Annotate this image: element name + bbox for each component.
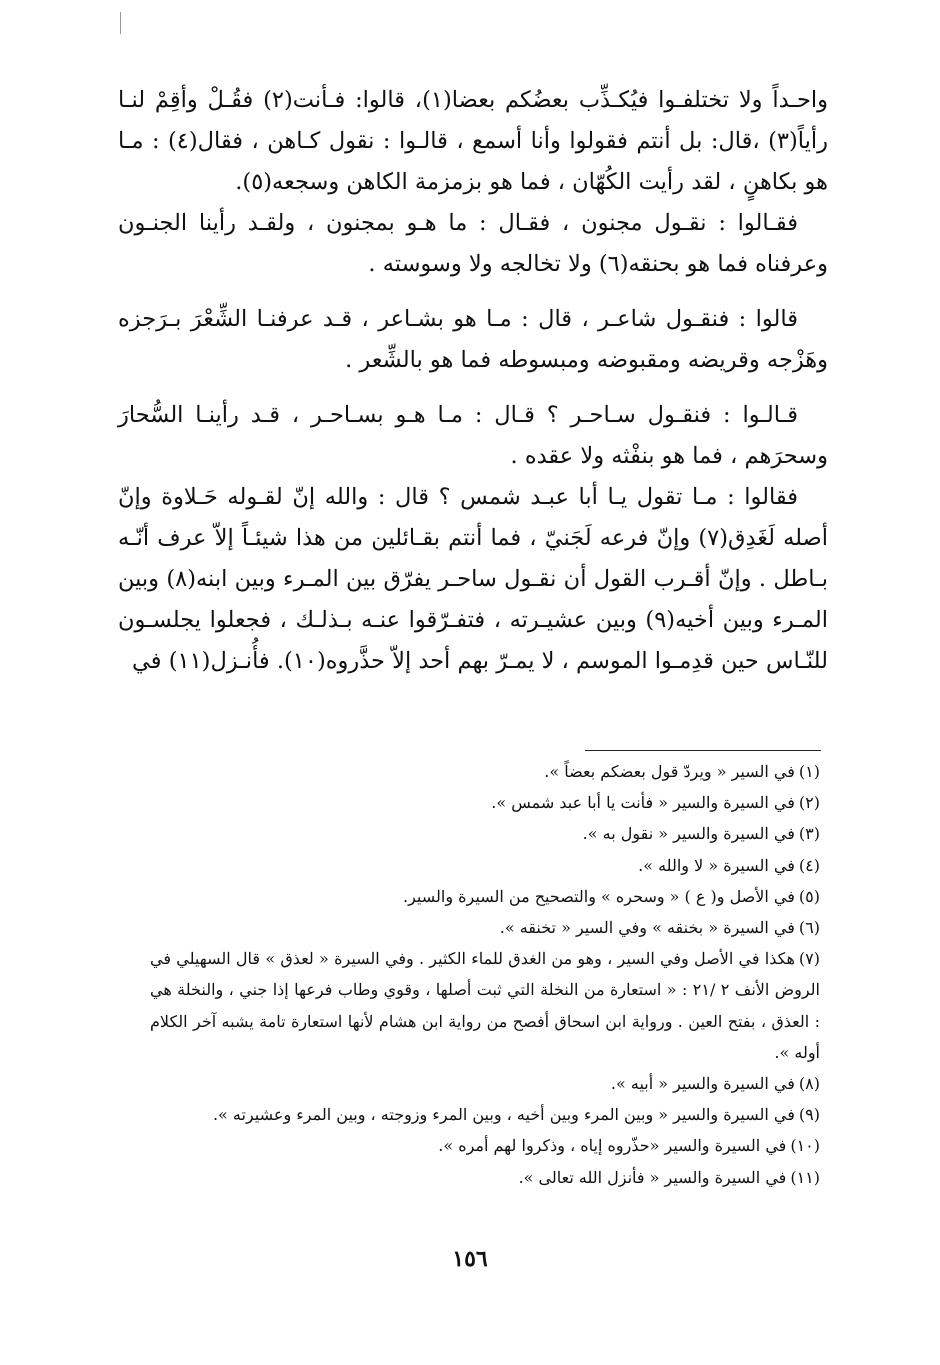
footnote-text: في السيرة « بخنقه » وفي السير « تخنقه ». <box>499 918 795 938</box>
footnote-text: في السيرة « لا والله ». <box>638 855 795 875</box>
footnote <box>150 756 820 787</box>
footnote-text: في السيرة والسير «حذّروه إياه ، وذكروا لهم أمره ». <box>438 1136 787 1156</box>
main-text <box>118 80 828 682</box>
footnote <box>150 912 820 943</box>
footnote <box>150 787 820 818</box>
footnote <box>150 1162 820 1193</box>
paragraph: فقـالوا : نقـول مجنون ، فقـال : ما هـو بمجنون ، ولقـد رأينا الجنـون وعرفناه فما هو بحنقه(٦) ولا تخالجه ولا وسوسته . <box>118 210 828 277</box>
footnote <box>150 1068 820 1099</box>
footnote-text: في السيرة والسير « أبيه ». <box>610 1074 795 1094</box>
footnote <box>150 850 820 881</box>
footnote-text: في الأصل و( ع ) « وسحره » والتصحيح من السيرة والسير. <box>403 886 795 906</box>
footnote-divider <box>585 750 821 751</box>
footnote-number: (١٠) <box>790 1136 820 1156</box>
footnote-number: (٧) <box>798 949 820 969</box>
footnote-number: (١) <box>798 762 820 781</box>
paragraph: قـالـوا : فنقـول سـاحـر ؟ قـال : مـا هـو بسـاحـر ، قـد رأينـا السُّحارَ وسحرَهم ، فما هو بنفْثه ولا عقده . <box>118 402 828 469</box>
paragraph: واحـداً ولا تختلفـوا فيُكـذِّب بعضُكم بعضا(١)، قالوا: فـأنت(٢) فقُـلْ وأقِمْ لنـا رأياً(٣) ،قال: بل أنتم فقولوا وأنا أسمع ، قالـوا : نقول كـاهن ، فقال(٤) : مـا هو بكاهنٍ ، لقد رأيت الكُهّان ، فما هو بزمزمة الكاهن وسجعه(٥). <box>118 87 829 195</box>
footnote <box>150 881 820 912</box>
footnote-text: هكذا في الأصل وفي السير ، وهو من الغدق للماء الكثير . وفي السيرة « لعذق » قال السهيلي في الروض الأنف ٢ /٢١ : « استعارة من النخلة التي ثبت أصلها ، وقوي وطاب فرعها إذا جني ، والنخلة هي : العذق ، بفتح العين . ورواية ابن اسحاق أفصح من رواية ابن هشام لأنها استعارة تامة يشبه آخر الكلام أوله ». <box>150 949 820 1062</box>
footnote-text: في السير « ويردّ قول بعضكم بعضاً ». <box>544 762 795 781</box>
footnote-number: (٩) <box>798 1105 820 1125</box>
paragraph: فقالوا : مـا تقول يـا أبا عبـد شمس ؟ قال : والله إنّ لقـوله حَـلاوة وإنّ أصله لَغَدِق(٧) وإنّ فرعه لَجَنيّ ، فما أنتم بقـائلين من هذا شيئـاً إلاّ عرف أنّـه بـاطل . وإنّ أقـرب القول أن نقـول ساحـر يفرّق بين المـرء وبين ابنه(٨) وبين المـرء وبين أخيه(٩) وبين عشيـرته ، فتفـرّقوا عنـه بـذلـك ، فجعلوا يجلسـون للنّـاس حين قدِمـوا الموسم ، لا يمـرّ بهم أحد إلاّ حذَّروه(١٠). فأُنـزل(١١) في <box>118 484 828 674</box>
footnote-number: (٢) <box>798 793 820 813</box>
footnote-text: في السيرة والسير « نقول به ». <box>582 824 795 844</box>
footnote-number: (٨) <box>798 1074 820 1094</box>
footnote-number: (١١) <box>790 1167 820 1187</box>
footnote-number: (٥) <box>798 886 820 906</box>
footnote <box>150 943 820 1068</box>
footnote-text: في السيرة والسير « فأنت يا أبا عبد شمس ». <box>491 793 795 813</box>
scan-mark <box>120 12 121 34</box>
footnote-text: في السيرة والسير « وبين المرء وبين أخيه ، وبين المرء وزوجته ، وبين المرء وعشيرته ». <box>212 1105 795 1125</box>
footnote <box>150 1099 820 1130</box>
paragraph: قالوا : فنقـول شاعـر ، قال : مـا هو بشـاعر ، قـد عرفنـا الشِّعْرَ بـرَجزه وهَزْجه وقريضه ومقبوضه ومبسوطه فما هو بالشِّعر . <box>118 306 828 373</box>
footnote-number: (٦) <box>798 918 820 938</box>
footnote-number: (٣) <box>798 824 820 844</box>
footnote <box>150 818 820 849</box>
footnote <box>150 1130 820 1161</box>
footnotes <box>150 756 820 1193</box>
page-number: ١٥٦ <box>452 1246 488 1272</box>
footnote-number: (٤) <box>798 855 820 875</box>
footnote-text: في السيرة والسير « فأنزل الله تعالى ». <box>518 1167 787 1187</box>
